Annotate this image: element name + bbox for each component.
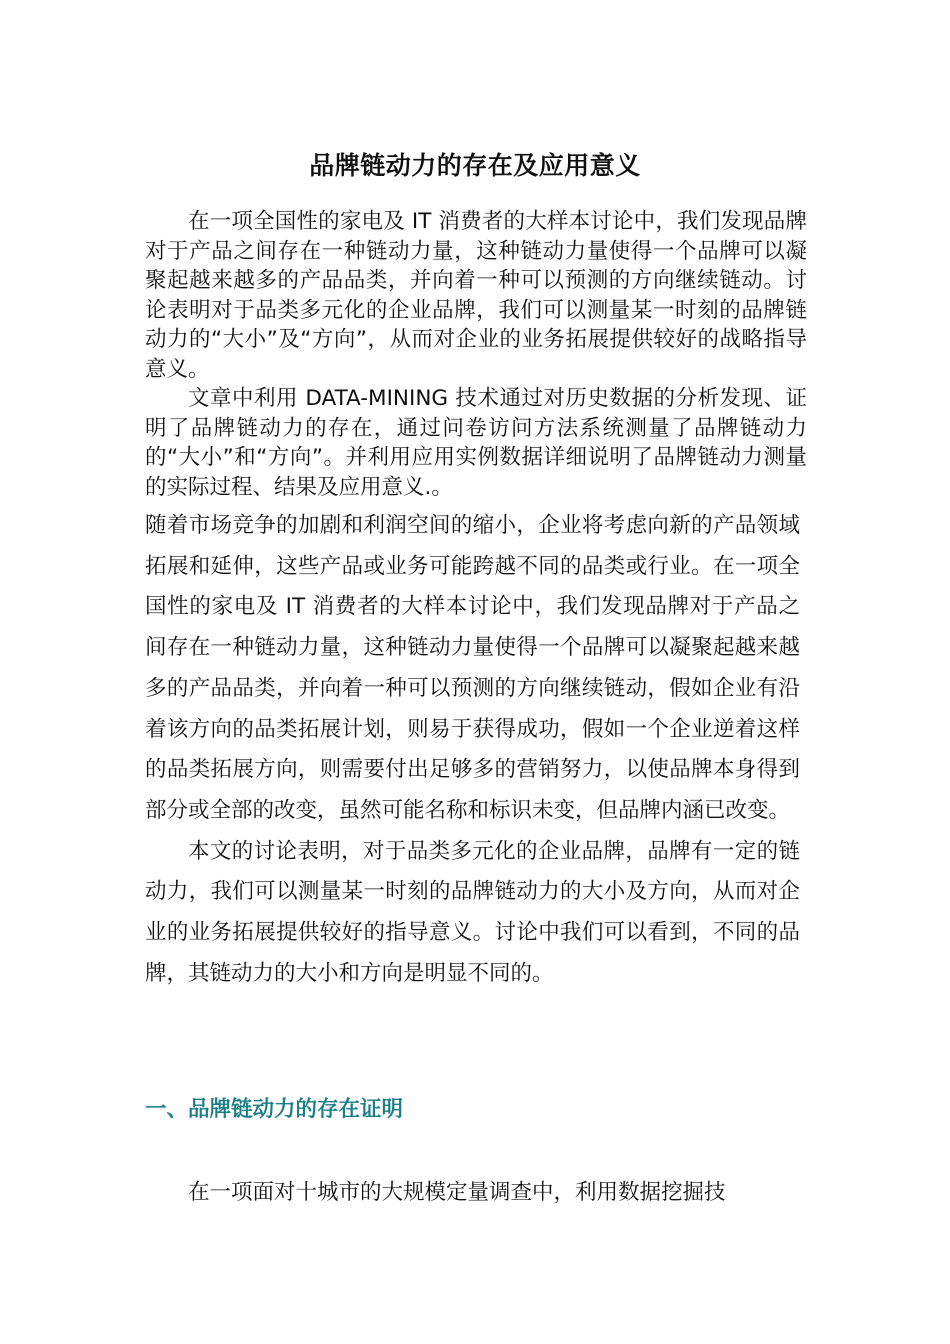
body-text <box>145 506 800 994</box>
abstract-paragraph-2: 文章中利用 DATA-MINING 技术通过对历史数据的分析发现、证明了品牌链动力的存在，通过问卷访问方法系统测量了品牌链动力的“大小”和“方向”。并利用应用实例数据详细说明了品牌链动力测量的实际过程、结果及应用意义.。 <box>145 386 807 500</box>
body-paragraph-2: 本文的讨论表明，对于品类多元化的企业品牌，品牌有一定的链动力，我们可以测量某一时刻的品牌链动力的大小及方向，从而对企业的业务拓展提供较好的指导意义。讨论中我们可以看到，不同的品牌，其链动力的大小和方向是明显不同的。 <box>145 838 800 986</box>
section-paragraph: 在一项面对十城市的大规模定量调查中，利用数据挖掘技 <box>188 1180 726 1205</box>
body-paragraph-1: 随着市场竞争的加剧和利润空间的缩小，企业将考虑向新的产品领域拓展和延伸，这些产品或业务可能跨越不同的品类或行业。在一项全国性的家电及 IT 消费者的大样本讨论中，我们发现品牌对于产品之间存在一种链动力量，这种链动力量使得一个品牌可以凝聚起越来越多的产品品类，并向着一种可以预测的方向继续链动，假如企业有沿着该方向的品类拓展计划，则易于获得成功，假如一个企业逆着这样的品类拓展方向，则需要付出足够多的营销努力，以使品牌本身得到部分或全部的改变，虽然可能名称和标识未变，但品牌内涵已改变。 <box>145 513 800 823</box>
section-heading: 一、品牌链动力的存在证明 <box>145 1097 404 1122</box>
abstract <box>145 207 807 502</box>
abstract-paragraph-1: 在一项全国性的家电及 IT 消费者的大样本讨论中，我们发现品牌对于产品之间存在一种链动力量，这种链动力量使得一个品牌可以凝聚起越来越多的产品品类，并向着一种可以预测的方向继续链动。讨论表明对于品类多元化的企业品牌，我们可以测量某一时刻的品牌链动力的“大小”及“方向”，从而对企业的业务拓展提供较好的战略指导意义。 <box>145 209 807 382</box>
document-title: 品牌链动力的存在及应用意义 <box>309 151 641 180</box>
